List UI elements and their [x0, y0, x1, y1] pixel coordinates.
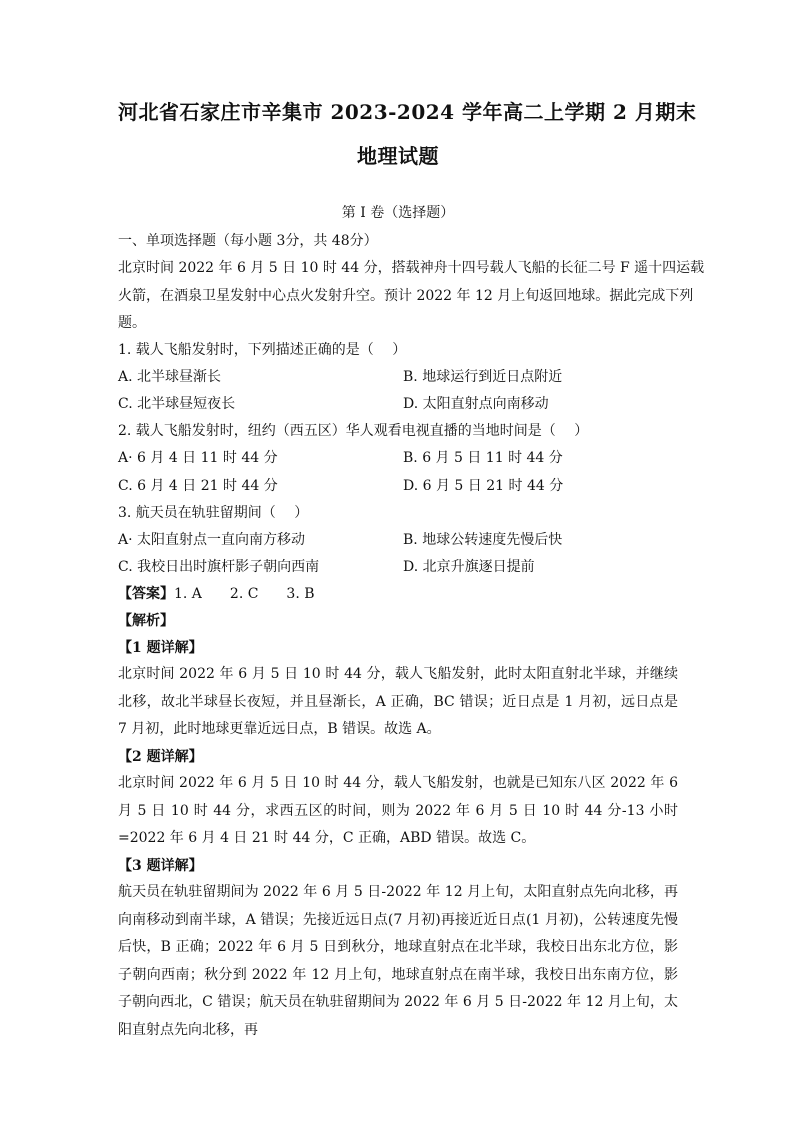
section-heading: 第 I 卷（选择题）	[341, 205, 455, 221]
detail-3-text: 航天员在轨驻留期间为 2022 年 6 月 5 日-2022 年 12 月上旬，太阳直射点先向北移，再向南移动到南半球，A 错误；先接近远日点(7 月初)再接近近日点(1 月初)，公转速度先慢后快，B 正确；2022 年 6 月 5 日到秋分，地球直射点在北半球，我校日出东北方位，影子朝向西南；秋分到 2022 年 12 月上旬，地球直射点在南半球，我校日出东南方位，影子朝向西北，C 错误；航天员在轨驻留期间为 2022 年 6 月 5 日-2022 年 12 月上旬，太阳直射点先向北移，再	[118, 884, 678, 1038]
question-1-stem: 1. 载人飞船发射时，下列描述正确的是（ ）	[118, 342, 407, 358]
question-2-option-d: D. 6 月 5 日 21 时 44 分	[403, 478, 564, 494]
detail-2-label: 【2 题详解】	[118, 749, 203, 765]
question-3-option-c: C. 我校日出时旗杆影子朝向西南	[118, 559, 320, 575]
question-1-option-b: B. 地球运行到近日点附近	[403, 369, 563, 385]
stem-line-2: 火箭，在酒泉卫星发射中心点火发射升空。预计 2022 年 12 月上旬返回地球。据此完成下列	[118, 288, 694, 304]
question-3-option-a: A· 太阳直射点一直向南方移动	[118, 532, 306, 548]
document-title: 河北省石家庄市辛集市 2023-2024 学年高二上学期 2 月期末	[118, 100, 697, 124]
question-3-option-b: B. 地球公转速度先慢后快	[403, 532, 563, 548]
detail-3-label: 【3 题详解】	[118, 858, 203, 874]
question-2-stem: 2. 载人飞船发射时，纽约（西五区）华人观看电视直播的当地时间是（ ）	[118, 423, 589, 439]
detail-1-text: 北京时间 2022 年 6 月 5 日 10 时 44 分，载人飞船发射，此时太阳直射北半球，并继续北移，故北半球昼长夜短，并且昼渐长，A 正确，BC 错误；近日点是 1 月初，远日点是 7 月初，此时地球更靠近远日点，B 错误。故选 A。	[118, 666, 678, 737]
part-heading: 一、单项选择题（每小题 3分，共 48分）	[118, 233, 378, 249]
question-1-option-a: A. 北半球昼渐长	[118, 369, 222, 385]
detail-1-label: 【1 题详解】	[118, 640, 203, 656]
question-2-option-b: B. 6 月 5 日 11 时 44 分	[403, 450, 563, 466]
answer-row	[118, 585, 315, 603]
question-1-option-c: C. 北半球昼短夜长	[118, 396, 236, 412]
stem-line-1: 北京时间 2022 年 6 月 5 日 10 时 44 分，搭载神舟十四号载人飞船的长征二号 F 遥十四运载	[118, 260, 705, 276]
question-2-option-a: A· 6 月 4 日 11 时 44 分	[118, 450, 278, 466]
answer-label: 【答案】	[118, 586, 174, 602]
document-subtitle: 地理试题	[357, 144, 439, 168]
question-2-option-c: C. 6 月 4 日 21 时 44 分	[118, 478, 278, 494]
answer-text: 1. A 2. C 3. B	[174, 586, 315, 602]
question-1-option-d: D. 太阳直射点向南移动	[403, 396, 549, 412]
detail-2-text: 北京时间 2022 年 6 月 5 日 10 时 44 分，载人飞船发射，也就是已知东八区 2022 年 6 月 5 日 10 时 44 分，求西五区的时间，则为 2022 年 6 月 5 日 10 时 44 分-13 小时=2022 年 6 月 4 日 21 时 44 分，C 正确，ABD 错误。故选 C。	[118, 775, 678, 846]
analysis-label: 【解析】	[118, 613, 174, 629]
question-3-stem: 3. 航天员在轨驻留期间（ ）	[118, 505, 309, 521]
stem-line-3: 题。	[118, 315, 146, 331]
question-3-option-d: D. 北京升旗逐日提前	[403, 559, 535, 575]
